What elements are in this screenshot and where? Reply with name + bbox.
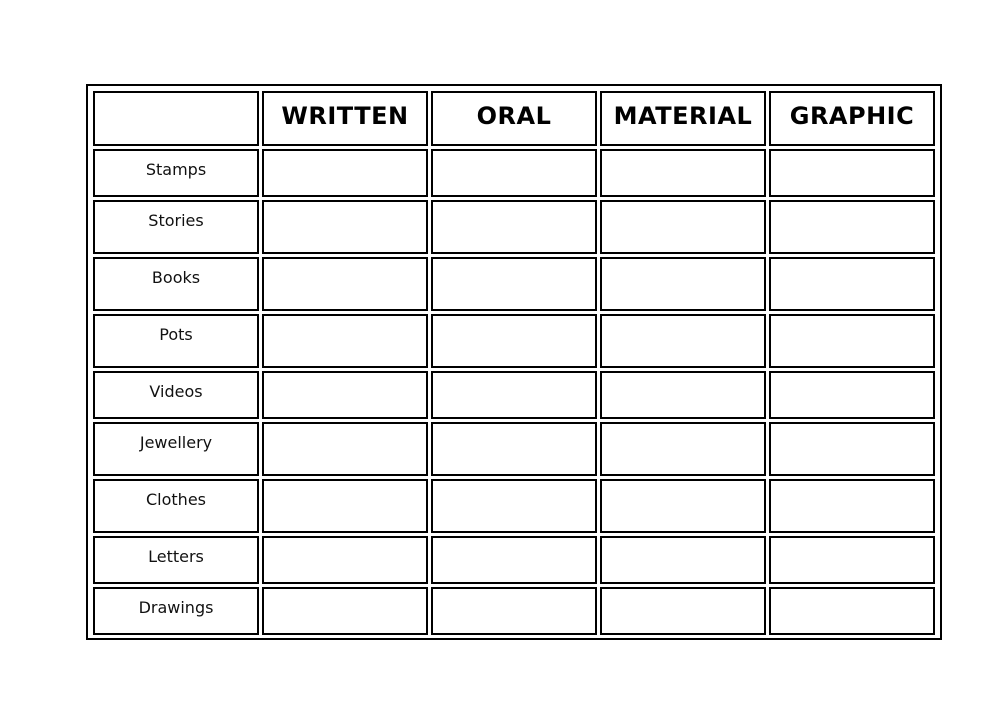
answer-cell[interactable] [262,314,428,368]
row-label: Pots [93,314,259,368]
answer-cell[interactable] [769,314,935,368]
answer-cell[interactable] [600,257,766,311]
answer-cell[interactable] [431,371,597,419]
table-row [93,371,935,419]
answer-cell[interactable] [769,371,935,419]
row-label: Drawings [93,587,259,635]
classification-table [90,88,938,638]
answer-cell[interactable] [769,587,935,635]
answer-cell[interactable] [769,257,935,311]
column-header-material: MATERIAL [600,91,766,146]
table-row [93,200,935,254]
answer-cell[interactable] [262,587,428,635]
row-label: Videos [93,371,259,419]
answer-cell[interactable] [600,422,766,476]
answer-cell[interactable] [769,149,935,197]
table-row [93,587,935,635]
row-label: Stamps [93,149,259,197]
row-label: Letters [93,536,259,584]
column-header-written: WRITTEN [262,91,428,146]
table-row [93,314,935,368]
column-header-oral: ORAL [431,91,597,146]
answer-cell[interactable] [262,479,428,533]
corner-cell [93,91,259,146]
answer-cell[interactable] [262,257,428,311]
table-row [93,422,935,476]
answer-cell[interactable] [431,587,597,635]
answer-cell[interactable] [262,536,428,584]
answer-cell[interactable] [431,200,597,254]
table-row [93,536,935,584]
answer-cell[interactable] [600,371,766,419]
row-label: Clothes [93,479,259,533]
table-row [93,149,935,197]
row-label: Jewellery [93,422,259,476]
answer-cell[interactable] [769,422,935,476]
column-header-graphic: GRAPHIC [769,91,935,146]
answer-cell[interactable] [431,149,597,197]
row-label: Stories [93,200,259,254]
answer-cell[interactable] [262,371,428,419]
answer-cell[interactable] [431,314,597,368]
table-row [93,257,935,311]
answer-cell[interactable] [769,200,935,254]
answer-cell[interactable] [600,149,766,197]
answer-cell[interactable] [431,422,597,476]
answer-cell[interactable] [431,479,597,533]
answer-cell[interactable] [262,149,428,197]
answer-cell[interactable] [600,479,766,533]
answer-cell[interactable] [600,536,766,584]
answer-cell[interactable] [431,257,597,311]
worksheet-table-frame [86,84,942,640]
answer-cell[interactable] [262,422,428,476]
answer-cell[interactable] [600,587,766,635]
answer-cell[interactable] [600,314,766,368]
table-row [93,479,935,533]
header-row [93,91,935,146]
answer-cell[interactable] [600,200,766,254]
answer-cell[interactable] [769,536,935,584]
answer-cell[interactable] [769,479,935,533]
answer-cell[interactable] [431,536,597,584]
answer-cell[interactable] [262,200,428,254]
row-label: Books [93,257,259,311]
